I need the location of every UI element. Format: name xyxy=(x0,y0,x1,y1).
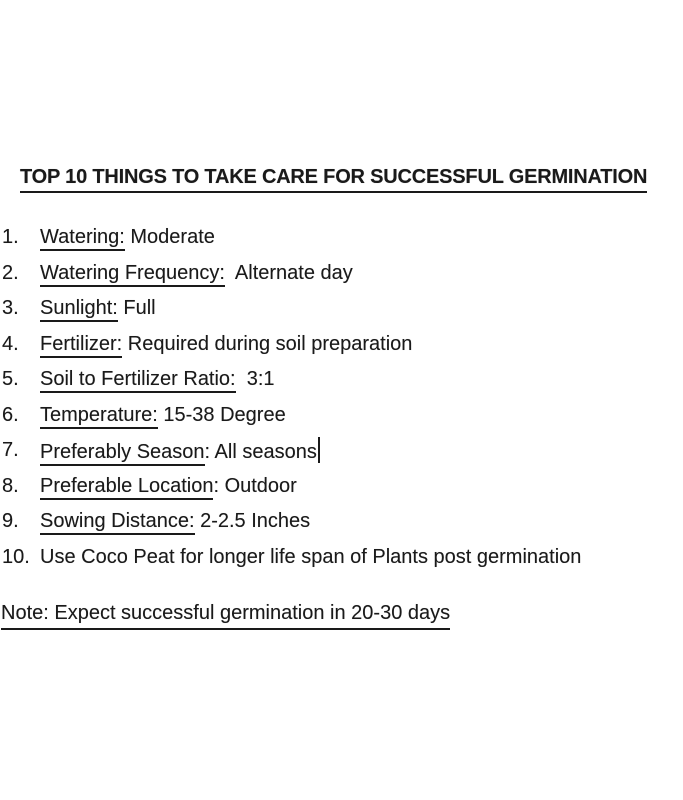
list-item-value: Required during soil preparation xyxy=(122,332,413,355)
list-item[interactable] xyxy=(0,366,683,402)
list-item-text xyxy=(40,331,412,358)
list-item[interactable] xyxy=(0,437,683,473)
list-item-value: 15-38 Degree xyxy=(157,403,286,426)
list-item-label: Watering: xyxy=(40,226,125,251)
list-item-number: 2. xyxy=(2,261,19,284)
document-note[interactable]: Note: Expect successful germination in 20-30 days xyxy=(1,600,450,630)
list-item-label: Sowing Distance: xyxy=(40,510,195,535)
document-title[interactable]: TOP 10 THINGS TO TAKE CARE FOR SUCCESSFUL GERMINATION xyxy=(20,166,647,193)
list-item-value: Alternate day xyxy=(224,261,353,284)
list-item-label: Temperature: xyxy=(40,404,158,429)
list-item[interactable] xyxy=(0,260,683,296)
list-item-value: : All seasons xyxy=(204,441,317,463)
list-item[interactable] xyxy=(0,224,683,260)
list-item-value: 2-2.5 Inches xyxy=(194,510,311,532)
list-item-value: Use Coco Peat for longer life span of Plants post germination xyxy=(40,545,582,568)
list-item-text xyxy=(40,260,353,287)
text-cursor xyxy=(318,437,320,463)
list-item-value: : Outdoor xyxy=(213,474,297,497)
list-item-number: 1. xyxy=(2,226,19,248)
list-item-text xyxy=(40,402,286,429)
numbered-list xyxy=(0,224,683,579)
list-item-number: 8. xyxy=(2,474,19,497)
list-item-text xyxy=(40,473,297,500)
list-item-text xyxy=(40,437,320,466)
list-item-text xyxy=(40,224,215,251)
list-item[interactable] xyxy=(0,544,683,580)
list-item[interactable] xyxy=(0,295,683,331)
list-item[interactable] xyxy=(0,473,683,509)
list-item-number: 6. xyxy=(2,403,19,426)
list-item-label: Fertilizer: xyxy=(40,333,122,358)
list-item-value: 3:1 xyxy=(235,368,275,390)
list-item-value: Moderate xyxy=(124,226,215,248)
list-item-number: 4. xyxy=(2,332,19,355)
list-item-label: Sunlight: xyxy=(40,297,118,322)
list-item-label: Preferably Season xyxy=(40,441,205,466)
list-item-text xyxy=(40,295,156,322)
list-item-number: 7. xyxy=(2,439,19,461)
list-item-label: Preferable Location xyxy=(40,475,213,500)
list-item[interactable] xyxy=(0,331,683,367)
list-item[interactable] xyxy=(0,402,683,438)
list-item-label: Soil to Fertilizer Ratio: xyxy=(40,368,236,393)
list-item-label: Watering Frequency: xyxy=(40,262,225,287)
list-item-value: Full xyxy=(117,297,156,319)
list-item-text xyxy=(40,366,275,393)
list-item-number: 10. xyxy=(2,545,30,568)
list-item[interactable] xyxy=(0,508,683,544)
list-item-text xyxy=(40,508,310,535)
list-item-number: 5. xyxy=(2,368,19,390)
list-item-text xyxy=(40,544,581,571)
list-item-number: 9. xyxy=(2,510,19,532)
list-item-number: 3. xyxy=(2,297,19,319)
